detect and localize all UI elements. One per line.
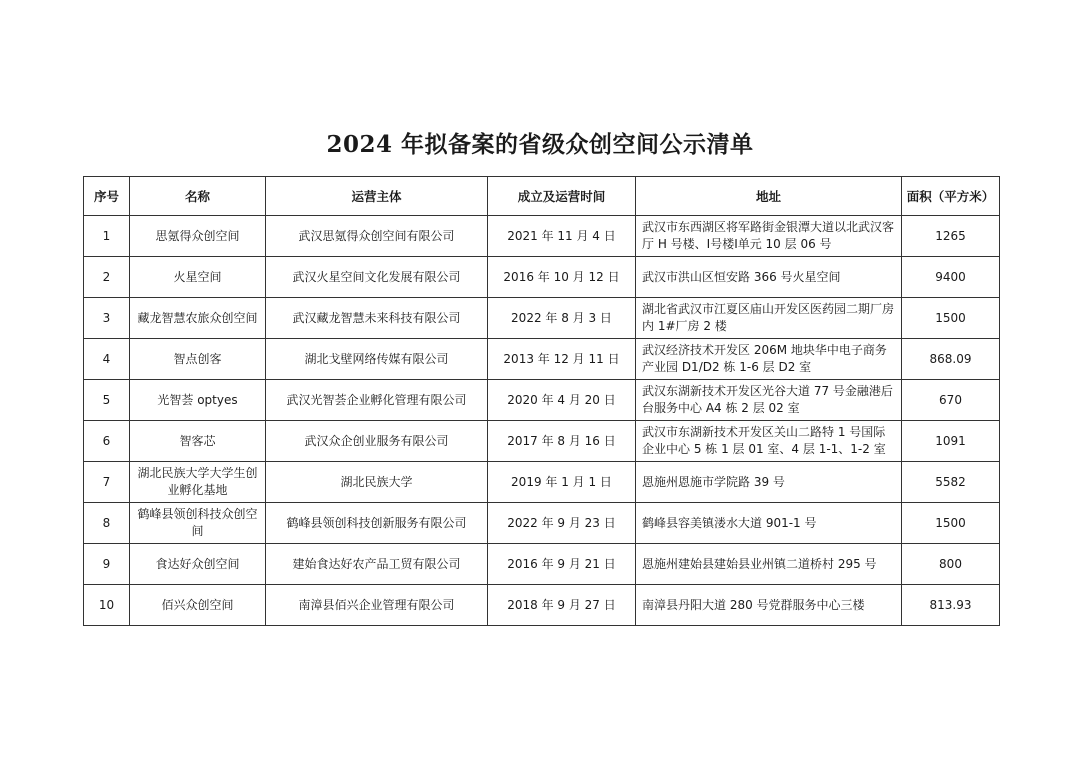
cell-date: 2022 年 9 月 23 日: [488, 503, 636, 544]
cell-date: 2020 年 4 月 20 日: [488, 380, 636, 421]
cell-operator: 湖北民族大学: [266, 462, 488, 503]
cell-area: 1500: [902, 503, 1000, 544]
cell-operator: 湖北戈壁网络传媒有限公司: [266, 339, 488, 380]
cell-index: 6: [84, 421, 130, 462]
cell-name: 火星空间: [130, 257, 266, 298]
header-operator: 运营主体: [266, 177, 488, 216]
cell-name: 藏龙智慧农旅众创空间: [130, 298, 266, 339]
header-row: [84, 177, 1000, 216]
cell-date: 2013 年 12 月 11 日: [488, 339, 636, 380]
cell-address: 武汉经济技术开发区 206M 地块华中电子商务产业园 D1/D2 栋 1-6 层 D2 室: [636, 339, 902, 380]
cell-area: 868.09: [902, 339, 1000, 380]
cell-operator: 武汉藏龙智慧未来科技有限公司: [266, 298, 488, 339]
cell-name: 思氪得众创空间: [130, 216, 266, 257]
cell-address: 恩施州恩施市学院路 39 号: [636, 462, 902, 503]
cell-name: 湖北民族大学大学生创业孵化基地: [130, 462, 266, 503]
cell-address: 湖北省武汉市江夏区庙山开发区医药园二期厂房内 1#厂房 2 楼: [636, 298, 902, 339]
header-address: 地址: [636, 177, 902, 216]
header-name: 名称: [130, 177, 266, 216]
cell-address: 南漳县丹阳大道 280 号党群服务中心三楼: [636, 585, 902, 626]
cell-date: 2019 年 1 月 1 日: [488, 462, 636, 503]
cell-name: 佰兴众创空间: [130, 585, 266, 626]
cell-address: 鹤峰县容美镇溇水大道 901-1 号: [636, 503, 902, 544]
cell-area: 1265: [902, 216, 1000, 257]
cell-operator: 武汉思氪得众创空间有限公司: [266, 216, 488, 257]
cell-operator: 武汉光智荟企业孵化管理有限公司: [266, 380, 488, 421]
cell-operator: 建始食达好农产品工贸有限公司: [266, 544, 488, 585]
table-row: [84, 544, 1000, 585]
cell-index: 5: [84, 380, 130, 421]
cell-index: 10: [84, 585, 130, 626]
cell-name: 光智荟 optyes: [130, 380, 266, 421]
cell-operator: 武汉火星空间文化发展有限公司: [266, 257, 488, 298]
cell-address: 武汉市洪山区恒安路 366 号火星空间: [636, 257, 902, 298]
cell-name: 智客芯: [130, 421, 266, 462]
cell-area: 1091: [902, 421, 1000, 462]
cell-date: 2022 年 8 月 3 日: [488, 298, 636, 339]
cell-address: 武汉市东湖新技术开发区关山二路特 1 号国际企业中心 5 栋 1 层 01 室、4 层 1-1、1-2 室: [636, 421, 902, 462]
record-table: [83, 176, 1000, 626]
cell-area: 1500: [902, 298, 1000, 339]
table-row: [84, 257, 1000, 298]
table-row: [84, 380, 1000, 421]
cell-index: 2: [84, 257, 130, 298]
cell-index: 3: [84, 298, 130, 339]
page-title: 2024 年拟备案的省级众创空间公示清单: [326, 131, 754, 158]
cell-date: 2017 年 8 月 16 日: [488, 421, 636, 462]
cell-index: 7: [84, 462, 130, 503]
cell-operator: 武汉众企创业服务有限公司: [266, 421, 488, 462]
cell-area: 9400: [902, 257, 1000, 298]
cell-name: 食达好众创空间: [130, 544, 266, 585]
cell-date: 2016 年 10 月 12 日: [488, 257, 636, 298]
cell-area: 670: [902, 380, 1000, 421]
cell-address: 恩施州建始县建始县业州镇二道桥村 295 号: [636, 544, 902, 585]
cell-area: 5582: [902, 462, 1000, 503]
cell-name: 鹤峰县领创科技众创空间: [130, 503, 266, 544]
table-row: [84, 216, 1000, 257]
cell-date: 2016 年 9 月 21 日: [488, 544, 636, 585]
cell-index: 8: [84, 503, 130, 544]
table-row: [84, 462, 1000, 503]
cell-index: 4: [84, 339, 130, 380]
header-established-date: 成立及运营时间: [488, 177, 636, 216]
cell-index: 9: [84, 544, 130, 585]
table-row: [84, 339, 1000, 380]
cell-operator: 南漳县佰兴企业管理有限公司: [266, 585, 488, 626]
cell-area: 800: [902, 544, 1000, 585]
cell-index: 1: [84, 216, 130, 257]
cell-date: 2018 年 9 月 27 日: [488, 585, 636, 626]
cell-address: 武汉市东西湖区将军路街金银潭大道以北武汉客厅 H 号楼、Ⅰ号楼Ⅰ单元 10 层 06 号: [636, 216, 902, 257]
table-row: [84, 585, 1000, 626]
cell-address: 武汉东湖新技术开发区光谷大道 77 号金融港后台服务中心 A4 栋 2 层 02 室: [636, 380, 902, 421]
header-index: 序号: [84, 177, 130, 216]
cell-operator: 鹤峰县领创科技创新服务有限公司: [266, 503, 488, 544]
table-row: [84, 298, 1000, 339]
cell-date: 2021 年 11 月 4 日: [488, 216, 636, 257]
cell-name: 智点创客: [130, 339, 266, 380]
table-row: [84, 421, 1000, 462]
cell-area: 813.93: [902, 585, 1000, 626]
table-row: [84, 503, 1000, 544]
header-area: 面积（平方米）: [902, 177, 1000, 216]
